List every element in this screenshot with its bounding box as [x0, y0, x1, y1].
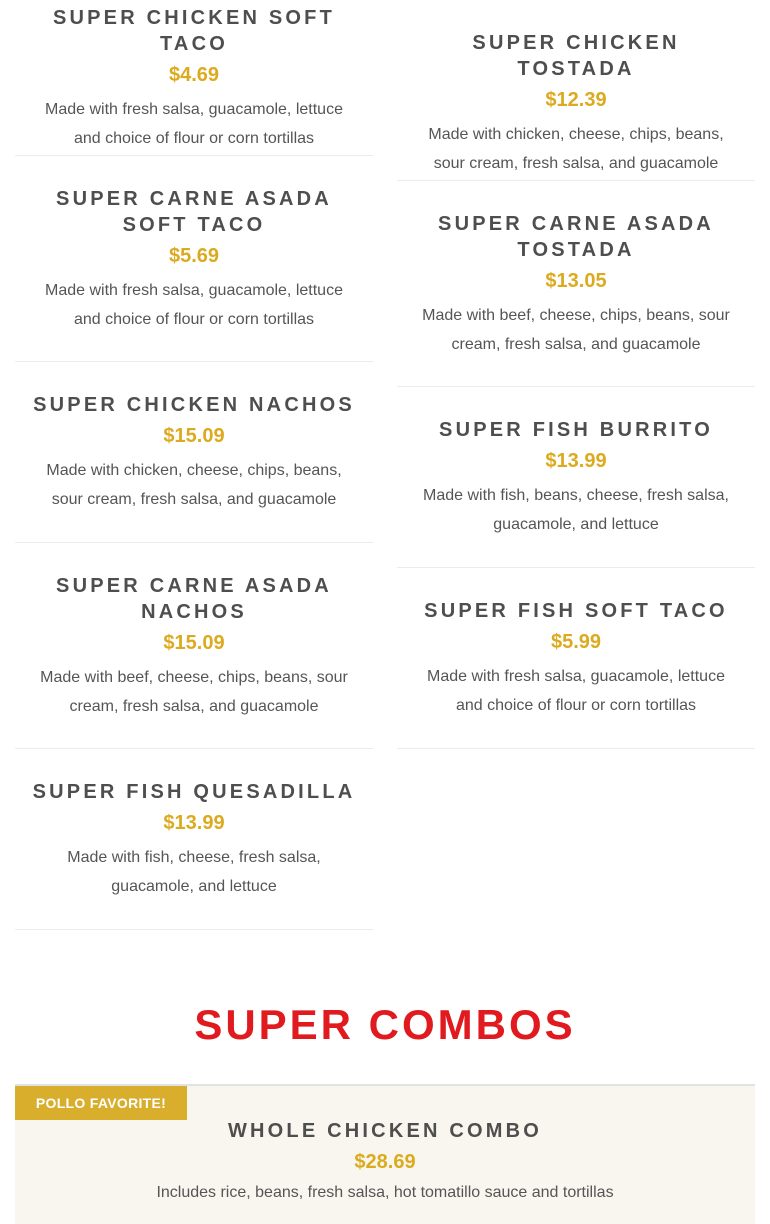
menu-item-name: SUPER FISH QUESADILLA	[32, 781, 356, 803]
menu-item	[15, 0, 373, 156]
menu-column-right	[397, 0, 755, 749]
menu-item-description: Made with beef, cheese, chips, beans, sour cream, fresh salsa, and guacamole	[422, 307, 730, 353]
menu-item-name: SUPER CHICKEN SOFT TACO	[52, 7, 336, 55]
section-title: SUPER COMBOS	[194, 1001, 576, 1048]
menu-item-price: $15.09	[163, 632, 225, 654]
menu-item-name: SUPER CARNE ASADA SOFT TACO	[56, 188, 332, 236]
menu-item-description: Made with chicken, cheese, chips, beans, sour cream, fresh salsa, and guacamole	[46, 462, 342, 508]
menu-item-name: SUPER FISH BURRITO	[439, 419, 713, 441]
combo-price: $28.69	[354, 1151, 416, 1173]
menu-item-description: Made with chicken, cheese, chips, beans, sour cream, fresh salsa, and guacamole	[428, 126, 724, 172]
menu-column-left	[15, 0, 373, 930]
combo-name: WHOLE CHICKEN COMBO	[227, 1120, 543, 1142]
menu-item-price: $15.09	[163, 425, 225, 447]
menu-item	[15, 749, 373, 930]
menu-item-description: Made with fish, cheese, fresh salsa, guacamole, and lettuce	[67, 849, 321, 895]
menu-item-price: $13.99	[545, 450, 607, 472]
menu-item-description: Made with beef, cheese, chips, beans, sour cream, fresh salsa, and guacamole	[40, 669, 348, 715]
menu-item	[15, 543, 373, 749]
menu-item-name: SUPER CARNE ASADA TOSTADA	[438, 213, 714, 261]
menu-item-description: Made with fresh salsa, guacamole, lettuce and choice of flour or corn tortillas	[427, 668, 725, 714]
combo-card	[15, 1084, 755, 1224]
menu-item	[15, 156, 373, 362]
menu-item	[397, 568, 755, 749]
menu-item-name: SUPER CARNE ASADA NACHOS	[56, 575, 332, 623]
menu-item-price: $12.39	[545, 89, 607, 111]
menu-item-price: $5.99	[550, 631, 602, 653]
menu-item	[397, 0, 755, 181]
menu-item	[397, 387, 755, 568]
menu-item-description: Made with fish, beans, cheese, fresh salsa, guacamole, and lettuce	[423, 487, 729, 533]
menu-item	[15, 362, 373, 543]
menu-item-price: $13.05	[545, 270, 607, 292]
menu-item-price: $5.69	[168, 245, 220, 267]
menu-item-price: $4.69	[168, 64, 220, 86]
favorite-badge: POLLO FAVORITE!	[15, 1086, 187, 1120]
menu-item-name: SUPER CHICKEN NACHOS	[33, 394, 355, 416]
menu-item-name: SUPER CHICKEN TOSTADA	[472, 32, 680, 80]
menu-item-price: $13.99	[163, 812, 225, 834]
menu-item-name: SUPER FISH SOFT TACO	[424, 600, 728, 622]
menu-item-description: Made with fresh salsa, guacamole, lettuce and choice of flour or corn tortillas	[45, 282, 343, 328]
menu-item-description: Made with fresh salsa, guacamole, lettuce and choice of flour or corn tortillas	[45, 101, 343, 147]
combo-description: Includes rice, beans, fresh salsa, hot tomatillo sauce and tortillas	[156, 1184, 614, 1201]
menu-item	[397, 181, 755, 387]
